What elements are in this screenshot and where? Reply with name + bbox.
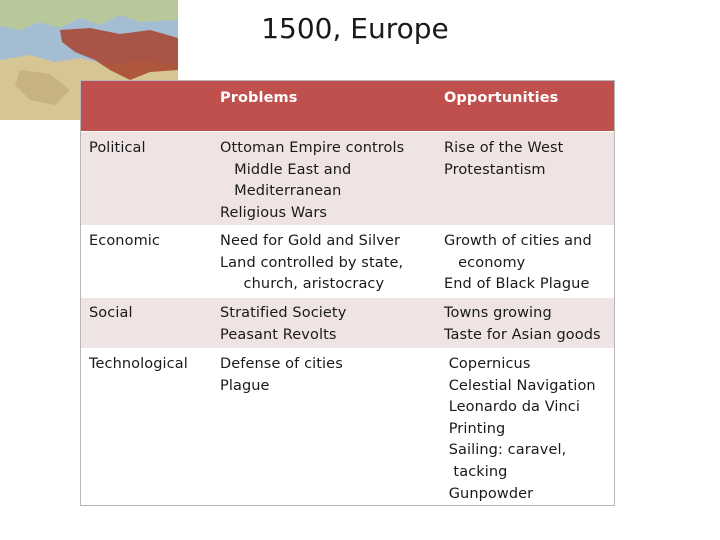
comparison-table [80, 80, 615, 506]
row-opportunities: Growth of cities and economy End of Black Plague [444, 233, 592, 293]
header-opportunities: Opportunities [444, 90, 559, 106]
table-row [81, 131, 614, 225]
row-problems: Ottoman Empire controls Middle East and Mediterranean Religious Wars [220, 140, 405, 221]
row-problems: Defense of cities Plague [220, 356, 343, 394]
row-problems: Stratified Society Peasant Revolts [220, 305, 347, 343]
row-category: Technological [89, 356, 188, 372]
row-category: Economic [89, 233, 160, 249]
row-category: Political [89, 140, 146, 156]
table-row [81, 225, 614, 297]
row-opportunities: Towns growing Taste for Asian goods [444, 305, 601, 343]
table-row [81, 297, 614, 348]
table-header-row [81, 81, 614, 131]
row-problems: Need for Gold and Silver Land controlled by state, church, aristocracy [220, 233, 404, 293]
header-problems: Problems [220, 90, 298, 106]
table-row [81, 348, 614, 505]
row-opportunities: Rise of the West Protestantism [444, 140, 564, 178]
row-opportunities: Copernicus Celestial Navigation Leonardo da Vinci Printing Sailing: caravel, tacking Gunpowder [448, 356, 596, 502]
slide-title: 1500, Europe [261, 12, 449, 45]
row-category: Social [89, 305, 133, 321]
